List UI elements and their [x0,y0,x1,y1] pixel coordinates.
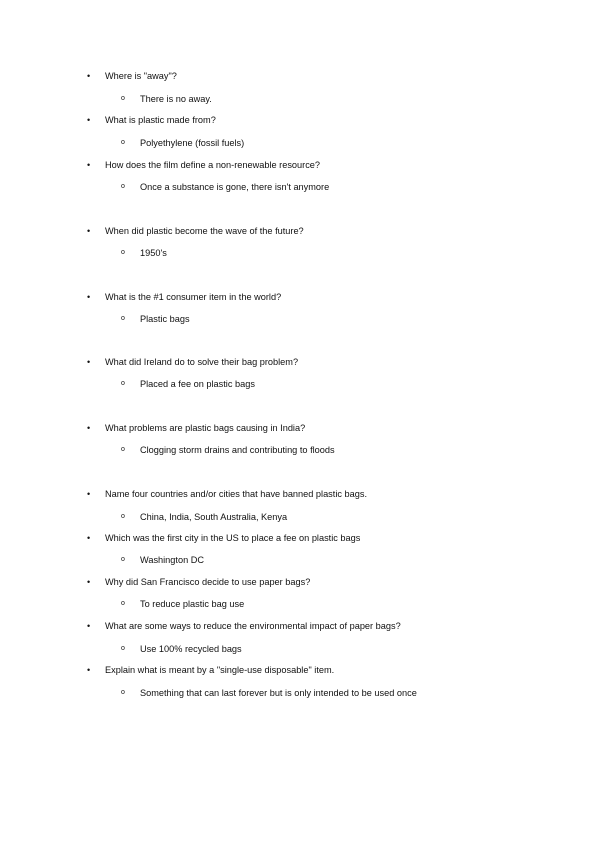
answer-text: Clogging storm drains and contributing to floods [140,445,335,455]
sub-bullet-icon: o [121,645,125,652]
question-text: What did Ireland do to solve their bag problem? [105,357,299,367]
sub-bullet-icon: o [121,513,125,520]
answer-text: Polyethylene (fossil fuels) [140,138,245,148]
bullet-icon: • [87,489,91,499]
sub-bullet-icon: o [121,446,125,453]
bullet-icon: • [87,160,91,170]
sub-bullet-icon: o [121,689,125,696]
answer-text: Something that can last forever but is only intended to be used once [140,688,417,698]
bullet-icon: • [87,115,91,125]
bullet-icon: • [87,292,91,302]
sub-bullet-icon: o [121,600,125,607]
question-text: Which was the first city in the US to place a fee on plastic bags [105,533,361,543]
answer-text: 1950's [140,248,167,258]
question-text: What is plastic made from? [105,115,216,125]
answer-text: There is no away. [140,94,212,104]
bullet-icon: • [87,423,91,433]
question-text: What is the #1 consumer item in the world? [105,292,282,302]
question-text: Why did San Francisco decide to use paper bags? [105,577,311,587]
question-text: Explain what is meant by a "single-use disposable" item. [105,665,335,675]
bullet-icon: • [87,621,91,631]
question-text: Where is "away"? [105,71,177,81]
answer-text: Use 100% recycled bags [140,644,242,654]
question-text: What problems are plastic bags causing in India? [105,423,306,433]
question-text: When did plastic become the wave of the future? [105,226,304,236]
question-text: How does the film define a non-renewable resource? [105,160,321,170]
sub-bullet-icon: o [121,183,125,190]
sub-bullet-icon: o [121,556,125,563]
sub-bullet-icon: o [121,380,125,387]
question-text: Name four countries and/or cities that have banned plastic bags. [105,489,367,499]
bullet-icon: • [87,577,91,587]
answer-text: Placed a fee on plastic bags [140,379,255,389]
sub-bullet-icon: o [121,249,125,256]
answer-text: Plastic bags [140,314,190,324]
sub-bullet-icon: o [121,139,125,146]
bullet-icon: • [87,665,91,675]
answer-text: To reduce plastic bag use [140,599,245,609]
answer-text: China, India, South Australia, Kenya [140,512,288,522]
bullet-icon: • [87,357,91,367]
answer-text: Washington DC [140,555,204,565]
question-text: What are some ways to reduce the environmental impact of paper bags? [105,621,401,631]
sub-bullet-icon: o [121,95,125,102]
bullet-icon: • [87,71,91,81]
answer-text: Once a substance is gone, there isn't anymore [140,182,330,192]
bullet-icon: • [87,533,91,543]
bullet-icon: • [87,226,91,236]
sub-bullet-icon: o [121,315,125,322]
